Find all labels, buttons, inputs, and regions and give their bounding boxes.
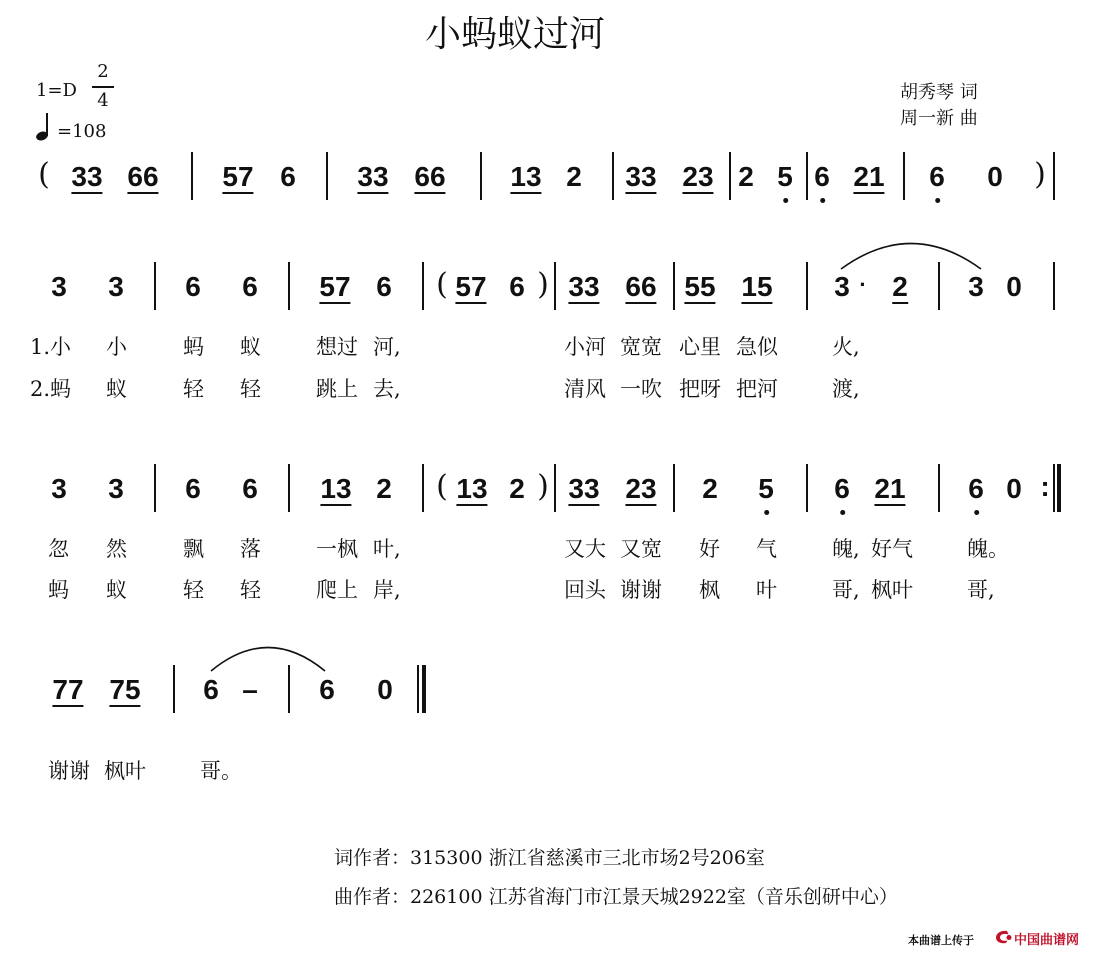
barline: [154, 262, 156, 310]
note: 21: [874, 473, 906, 504]
lyricist-address: 词作者：315300 浙江省慈溪市三北市场2号206室: [334, 847, 765, 869]
low-octave-dot: [935, 198, 940, 203]
lyric-syllable: 把呀: [679, 377, 721, 401]
slur-tie: [838, 236, 984, 272]
note: 6: [242, 473, 258, 504]
rest: 0: [987, 161, 1003, 192]
note: 2: [376, 473, 392, 504]
lyric-syllable: 枫叶: [104, 759, 146, 783]
barline: [326, 152, 328, 200]
lyric-syllable: 河,: [373, 335, 401, 359]
time-signature-line: [92, 86, 114, 88]
time-signature-top: 2: [97, 61, 109, 82]
lyric-syllable: 轻: [240, 578, 261, 602]
lyric-syllable: 谢谢: [620, 578, 662, 602]
barline: [480, 152, 482, 200]
lyric-syllable: 叶,: [373, 537, 401, 561]
note: 33: [71, 161, 103, 192]
final-barline-thick: [422, 665, 426, 713]
lyric-syllable: 叶: [756, 578, 777, 602]
note: 6: [185, 271, 201, 302]
quarter-note-icon: [34, 112, 54, 142]
note: 66: [414, 161, 446, 192]
key-signature: 1=D: [36, 80, 77, 101]
lyric-syllable: 枫叶: [871, 578, 913, 602]
lyric-syllable: 哥。: [200, 759, 242, 783]
note: 6: [376, 271, 392, 302]
lyric-syllable: 2.蚂: [30, 377, 72, 401]
lyric-syllable: 又大: [564, 537, 606, 561]
rest: 0: [1006, 271, 1022, 302]
barline: [903, 152, 905, 200]
note: 57: [455, 271, 487, 302]
note: 3: [834, 271, 850, 302]
interlude-close-paren: ): [537, 267, 549, 302]
low-octave-dot: [820, 198, 825, 203]
barline: [173, 665, 175, 713]
low-octave-dot: [783, 198, 788, 203]
note-low-octave: 6: [834, 472, 850, 506]
lyric-syllable: 一吹: [620, 377, 662, 401]
note: 13: [456, 473, 488, 504]
note: 23: [682, 161, 714, 192]
site-name[interactable]: 中国曲谱网: [1014, 933, 1080, 948]
final-barline-thin: [417, 665, 419, 713]
note: 2: [509, 473, 525, 504]
lyric-syllable: 跳上: [316, 377, 358, 401]
note: 57: [319, 271, 351, 302]
lyric-syllable: 哥,: [832, 578, 860, 602]
rest: 0: [377, 674, 393, 705]
note-low-octave: 5: [777, 160, 793, 194]
note: 6: [185, 473, 201, 504]
lyric-syllable: 蚁: [240, 335, 261, 359]
lyric-syllable: 心里: [679, 335, 721, 359]
barline: [554, 464, 556, 512]
note-low-octave: 6: [929, 160, 945, 194]
lyric-syllable: 好气: [871, 537, 913, 561]
interlude-open-paren: (: [436, 267, 448, 302]
lyric-syllable: 蚁: [106, 578, 127, 602]
lyric-syllable: 岸,: [373, 578, 401, 602]
barline: [422, 464, 424, 512]
upload-text: 本曲谱上传于: [908, 934, 974, 947]
barline: [288, 464, 290, 512]
lyric-syllable: 又宽: [620, 537, 662, 561]
note: 66: [127, 161, 159, 192]
note: 66: [625, 271, 657, 302]
note: 6: [242, 271, 258, 302]
lyric-syllable: 小: [106, 335, 127, 359]
intro-open-paren: (: [38, 157, 50, 192]
barline: [673, 262, 675, 310]
note: 3: [108, 473, 124, 504]
note: 55: [684, 271, 716, 302]
note: 3: [51, 271, 67, 302]
interlude-open-paren: (: [436, 469, 448, 504]
lyric-syllable: 枫: [699, 578, 720, 602]
barline: [154, 464, 156, 512]
composer-address: 曲作者：226100 江苏省海门市江景天城2922室（音乐创研中心）: [334, 886, 898, 908]
note: 2: [566, 161, 582, 192]
lyric-syllable: 急似: [736, 335, 778, 359]
note: 2: [738, 161, 754, 192]
lyric-syllable: 1.小: [30, 335, 72, 359]
barline: [673, 464, 675, 512]
lyric-syllable: 火,: [832, 335, 860, 359]
intro-close-paren: ): [1034, 157, 1046, 192]
note-low-octave: 6: [968, 472, 984, 506]
barline: [1053, 262, 1055, 310]
note: 3: [108, 271, 124, 302]
note: 77: [52, 674, 84, 705]
lyric-syllable: 宽宽: [620, 335, 662, 359]
barline: [938, 464, 940, 512]
barline: [729, 152, 731, 200]
barline: [612, 152, 614, 200]
repeat-barline-thick: [1057, 464, 1061, 512]
note-low-octave: 6: [814, 160, 830, 194]
note-low-octave: 5: [758, 472, 774, 506]
note: 21: [853, 161, 885, 192]
note: 23: [625, 473, 657, 504]
lyric-syllable: 轻: [240, 377, 261, 401]
lyric-syllable: 一枫: [316, 537, 358, 561]
dotted-note-dot: ·: [859, 272, 867, 297]
note: 2: [892, 271, 908, 302]
lyric-syllable: 轻: [183, 578, 204, 602]
lyric-syllable: 蚂: [48, 578, 69, 602]
note: 6: [280, 161, 296, 192]
lyric-syllable: 飘: [183, 537, 204, 561]
note: 33: [625, 161, 657, 192]
lyric-syllable: 轻: [183, 377, 204, 401]
lyric-syllable: 魄,: [832, 537, 860, 561]
lyric-syllable: 把河: [736, 377, 778, 401]
lyric-syllable: 然: [106, 537, 127, 561]
note: 75: [109, 674, 141, 705]
barline: [806, 152, 808, 200]
repeat-barline-thin: [1053, 464, 1055, 512]
repeat-sign-dots: :: [1040, 471, 1050, 502]
lyric-syllable: 想过: [316, 335, 358, 359]
barline: [288, 262, 290, 310]
lyric-syllable: 回头: [564, 578, 606, 602]
lyric-syllable: 哥,: [967, 578, 995, 602]
lyric-syllable: 落: [240, 537, 261, 561]
note: 6: [319, 674, 335, 705]
interlude-close-paren: ): [537, 469, 549, 504]
barline: [422, 262, 424, 310]
barline: [554, 262, 556, 310]
time-signature-bottom: 4: [97, 90, 109, 111]
low-octave-dot: [974, 510, 979, 515]
note: 3: [968, 271, 984, 302]
lyric-syllable: 蚂: [183, 335, 204, 359]
note: 13: [320, 473, 352, 504]
barline: [191, 152, 193, 200]
note: 6: [509, 271, 525, 302]
barline: [806, 464, 808, 512]
lyric-syllable: 忽: [48, 537, 69, 561]
tempo: =108: [57, 121, 107, 142]
barline: [1053, 152, 1055, 200]
lyric-syllable: 去,: [373, 377, 401, 401]
lyric-syllable: 谢谢: [48, 759, 90, 783]
lyricist-credit: 胡秀琴 词: [900, 82, 978, 103]
lyric-syllable: 爬上: [316, 578, 358, 602]
note: 15: [741, 271, 773, 302]
lyric-syllable: 魄。: [967, 537, 1009, 561]
lyric-syllable: 蚁: [106, 377, 127, 401]
low-octave-dot: [764, 510, 769, 515]
note: 33: [568, 271, 600, 302]
site-logo-icon: [995, 929, 1013, 945]
song-title: 小蚂蚁过河: [424, 14, 605, 55]
lyric-syllable: 气: [756, 537, 777, 561]
barline: [806, 262, 808, 310]
composer-credit: 周一新 曲: [900, 108, 978, 129]
note: 33: [357, 161, 389, 192]
note: 3: [51, 473, 67, 504]
note: 57: [222, 161, 254, 192]
lyric-syllable: 清风: [564, 377, 606, 401]
lyric-syllable: 小河: [564, 335, 606, 359]
lyric-syllable: 好: [699, 537, 720, 561]
slur-tie: [208, 640, 328, 674]
note: 13: [510, 161, 542, 192]
rest: 0: [1006, 473, 1022, 504]
low-octave-dot: [840, 510, 845, 515]
note: 33: [568, 473, 600, 504]
note: 6: [203, 674, 219, 705]
note: 2: [702, 473, 718, 504]
lyric-syllable: 渡,: [832, 377, 860, 401]
dash-sustain: –: [242, 674, 258, 705]
